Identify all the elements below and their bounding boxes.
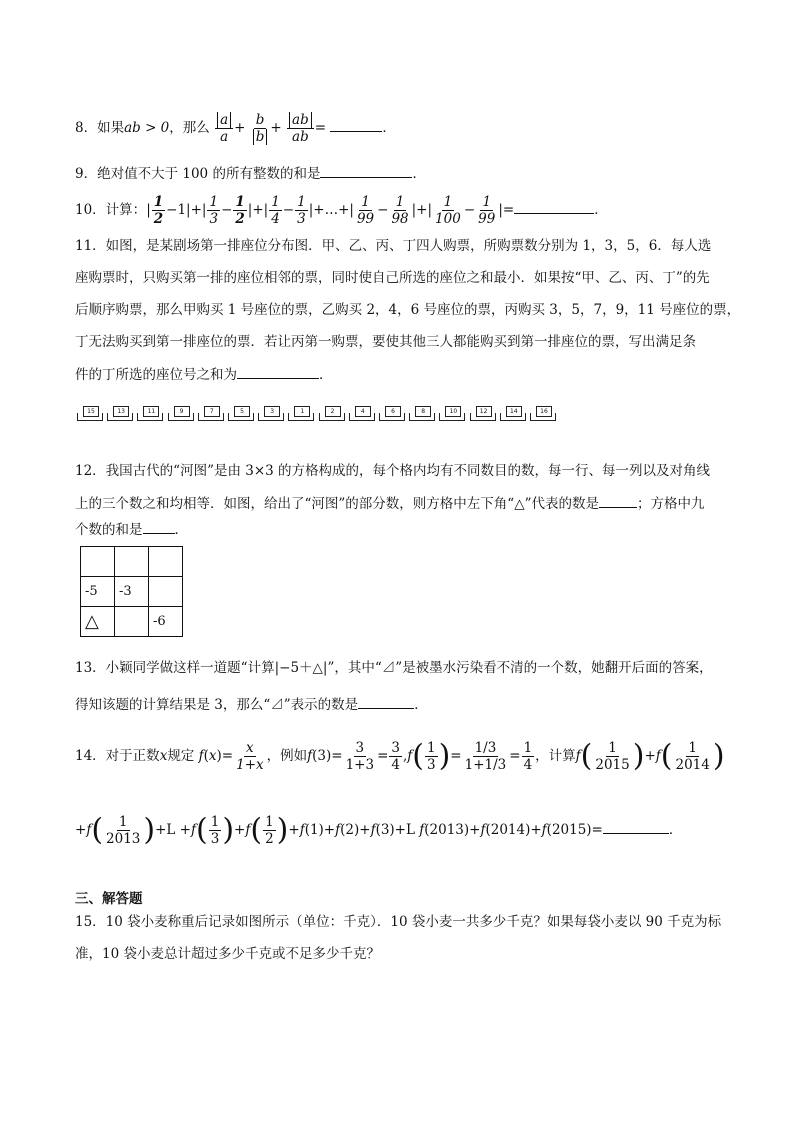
q13-tail: ． [414,697,428,713]
q14-example: ，例如 [266,748,308,764]
seat-number: 6 [385,406,401,417]
q11-line2: 座购票时，只购买第一排的座位相邻的票，同时使自己所选的座位之和最小．如果按“甲、乙、丙、丁”的先 [75,270,710,286]
frac-abs-a: $\frac{a}{a}$ [215,112,233,145]
q11-line4: 丁无法购买到第一排座位的票．若让丙第一购票，要使其他三人都能购买到第一排座位的票，写出满足条 [75,334,696,350]
seat-number: 8 [415,406,431,417]
seat [528,404,554,424]
answer-blank-q11[interactable] [237,364,319,379]
q11-line3: 后顺序购票，那么甲购买 1 号座位的票，乙购买 2，4，6 号座位的票，丙购买 3，5，7，9，11 号座位的票， [75,302,741,318]
question-9 [75,163,426,184]
seat-number: 15 [83,406,99,417]
q11-line1: 11．如图，是某剧场第一排座位分布图．甲、乙、丙、丁四人购票，所购票数分别为 1，3，5，6．每人选 [75,238,712,254]
q11-line5-text: 件的丁所选的座位号之和为 [75,367,237,383]
q8-lead: 8．如果 [75,120,125,136]
answer-blank-q12a[interactable] [599,493,637,508]
grid-cell [81,547,115,577]
seat [468,404,494,424]
q12-line2-text: 上的三个数之和均相等．如图，给出了“河图”的部分数，则方格中左下角“△”代表的数是 [75,496,599,512]
grid-cell-triangle: △ [81,607,115,637]
q10-tail: ． [594,202,608,218]
q12-line2 [75,493,705,514]
grid-cell [149,547,183,577]
grid-cell [115,547,149,577]
seating-diagram [75,404,567,424]
seat-number: 5 [234,406,250,417]
q14-lead: 14．对于正数 [75,748,160,764]
seat-number: 3 [264,406,280,417]
seat-number: 1 [294,406,310,417]
grid-cell [115,607,149,637]
seat [196,404,222,424]
grid-cell [149,577,183,607]
grid-cell: -3 [115,577,149,607]
q14-var: x [159,748,168,764]
seat-number: 14 [506,406,522,417]
q14-def: 规定 [167,748,195,764]
q13-line2-text: 得知该题的计算结果是 3，那么“⊿”表示的数是 [75,697,359,713]
q12-line3-tail: ． [174,522,188,538]
question-8: 8．如果ab > 0，那么 $\frac{a}{a}$ + $\frac{b}{b}$ + $\frac{ab}{ab}$ = ． [75,112,396,145]
frac-abs-ab: $\frac{ab}{ab}$ [287,112,314,145]
q13-line1: 13．小颖同学做这样一道题“计算|−5＋△|”，其中“⊿”是被墨水污染看不清的一个数，她翻开后面的答案， [75,660,713,676]
q11-line5 [75,364,333,385]
seat-number: 10 [445,406,461,417]
seat [407,404,433,424]
seat [226,404,252,424]
seat-number: 12 [476,406,492,417]
answer-blank-q12b[interactable] [143,519,175,534]
seat [105,404,131,424]
q8-condition: ab > 0 [124,120,170,136]
q12-line1: 12．我国古代的“河图”是由 3×3 的方格构成的，每个格内均有不同数目的数，每一行、每一列以及对角线 [75,463,711,479]
seat-number: 9 [174,406,190,417]
seat-number: 16 [536,406,552,417]
question-10: 10．计算：| $\frac{1}{2}$ −1|+| $\frac{1}{3}$ − $\frac{1}{2}$ |+| $\frac{1}{4}$ − $\frac{1}{3}$ |+…+| $\frac{1}{99}$ − $\frac{1}{98}$ |+| $\frac{1}{100}$ − $\frac{1}{99}$ |= ． [75,194,608,227]
q12-line3-text: 个数的和是 [75,522,143,538]
seat-number: 11 [143,406,159,417]
seat-number: 13 [113,406,129,417]
seat [377,404,403,424]
answer-blank-q9[interactable] [320,163,412,178]
q14-tail: ． [668,822,683,838]
seat [135,404,161,424]
q12-line2-tail: ；方格中九 [637,496,705,512]
seat [437,404,463,424]
answer-blank-q10[interactable] [514,199,594,214]
q15-line1: 15．10 袋小麦称重后记录如图所示（单位：千克）．10 袋小麦一共多少千克？如果每袋小麦以 90 千克为标 [75,914,722,930]
q12-line3 [75,519,188,540]
q15-line2: 准，10 袋小麦总计超过多少千克或不足多少千克？ [75,946,380,962]
q8-tail: ． [382,120,396,136]
seat [256,404,282,424]
seat [75,404,101,424]
hetu-grid [80,546,183,637]
q9-text: 9．绝对值不大于 100 的所有整数的和是 [75,166,321,182]
q14-line2: +f( $\frac{1}{2013}$ )+L +f( $\frac{1}{3}$ )+f( $\frac{1}{2}$ )+f(1)+f(2)+f(3)+L f(2013)+f(2014)+f(2015)= ． [75,812,683,848]
frac-b-abs-b: $\frac{b}{b}$ [251,112,270,145]
q14-calc: ，计算 [535,748,576,764]
section-heading: 三、解答题 [75,891,143,907]
seat [317,404,343,424]
q9-tail: ． [412,166,426,182]
q11-tail: ． [319,367,333,383]
seat-number: 4 [355,406,371,417]
answer-blank-q13[interactable] [358,694,414,709]
seat [166,404,192,424]
seat-number: 2 [325,406,341,417]
q14-line1: 14．对于正数x规定 f(x)= $\frac{x}{1+x}$ ，例如f(3)= $\frac{3}{1+3}$ = $\frac{3}{4}$ ,f( $\frac{1}{3}$ )= $\frac{1/3}{1+1/3}$ = $\frac{1}{4}$ ，计算f( $\frac{1}{2015}$ )+f( $\frac{1}{2014}$ ) [75,738,725,774]
seat-number: 7 [204,406,220,417]
grid-cell: -5 [81,577,115,607]
q13-line2 [75,694,428,715]
q8-mid: ，那么 [169,120,210,136]
seat [286,404,312,424]
q10-lead: 10．计算： [75,202,147,218]
seat [498,404,524,424]
answer-blank-q8[interactable] [330,117,382,132]
seat [347,404,373,424]
answer-blank-q14[interactable] [603,819,669,834]
grid-cell: -6 [149,607,183,637]
